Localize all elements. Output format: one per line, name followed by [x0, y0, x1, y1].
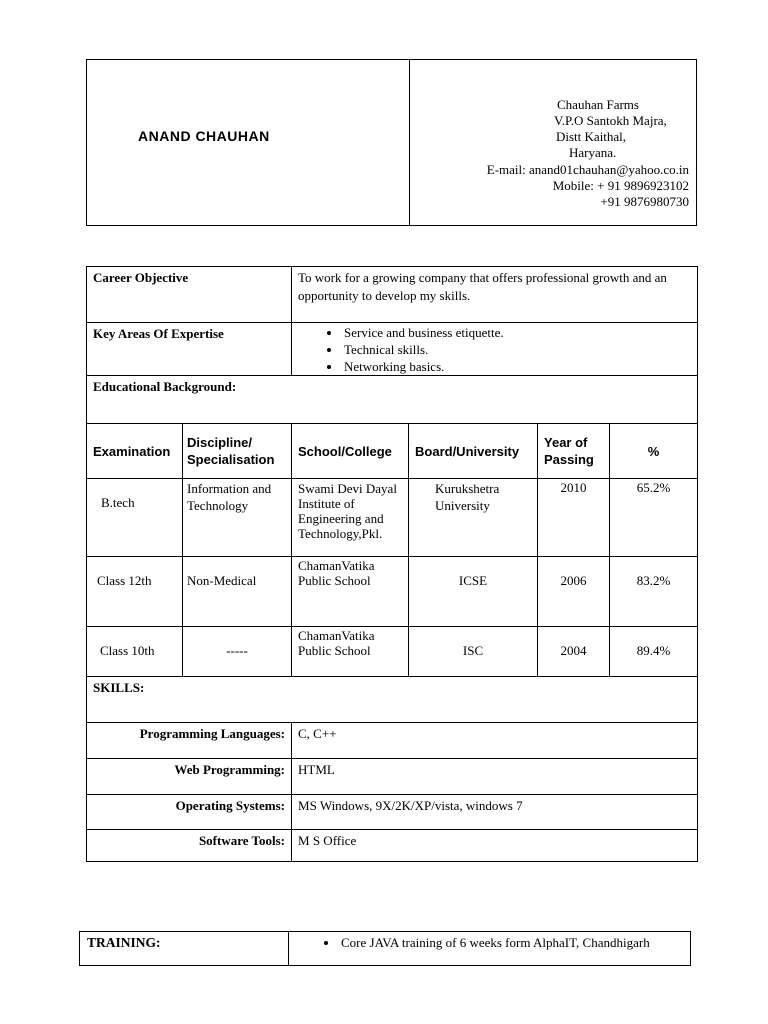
mobile-text-2: +91 9876980730 — [600, 194, 689, 209]
address-line: Chauhan Farms — [557, 97, 639, 112]
training-list — [289, 934, 690, 951]
training-table — [79, 931, 691, 966]
resume-table — [86, 266, 698, 862]
discipline-cell: ----- — [183, 627, 292, 677]
percent-cell: 65.2% — [610, 479, 698, 557]
header-divider — [409, 60, 410, 225]
school-cell: ChamanVatika Public School — [292, 627, 409, 677]
skill-row — [87, 723, 698, 759]
career-objective-row — [87, 267, 698, 323]
expertise-item: • Networking basics. — [342, 358, 697, 375]
header-percent: % — [610, 424, 698, 479]
school-cell: Swami Devi Dayal Institute of Engineering and Technology,Pkl. — [292, 479, 409, 557]
percent-cell: 83.2% — [610, 557, 698, 627]
skill-value: M S Office — [292, 830, 698, 862]
candidate-name: ANAND CHAUHAN — [138, 128, 270, 144]
board-cell: ISC — [409, 627, 538, 677]
education-label: Educational Background: — [87, 376, 698, 424]
skill-value: HTML — [292, 759, 698, 795]
expertise-item: • Technical skills. — [342, 341, 697, 358]
skill-row — [87, 759, 698, 795]
expertise-label: Key Areas Of Expertise — [87, 323, 292, 376]
skill-label: Software Tools: — [87, 830, 292, 862]
mobile-text: Mobile: + 91 9896923102 — [552, 178, 689, 193]
skill-label: Web Programming: — [87, 759, 292, 795]
header-year: Year of Passing — [538, 424, 610, 479]
education-row — [87, 627, 698, 677]
school-cell: ChamanVatika Public School — [292, 557, 409, 627]
discipline-cell: Information and Technology — [183, 479, 292, 557]
expertise-list — [292, 324, 697, 375]
board-cell: ICSE — [409, 557, 538, 627]
address-line: Distt Kaithal, — [556, 129, 627, 144]
training-label: TRAINING: — [80, 932, 289, 966]
training-item: • Core JAVA training of 6 weeks form AlphaIT, Chandhigarh — [339, 934, 690, 951]
education-label-row — [87, 376, 698, 424]
header-box — [86, 59, 697, 226]
email-text: E-mail: anand01chauhan@yahoo.co.in — [486, 162, 689, 177]
expertise-list-cell — [292, 323, 698, 376]
year-cell: 2006 — [538, 557, 610, 627]
header-school: School/College — [292, 424, 409, 479]
board-cell: Kurukshetra University — [409, 479, 538, 557]
skill-value: C, C++ — [292, 723, 698, 759]
education-header-row — [87, 424, 698, 479]
expertise-item: • Service and business etiquette. — [342, 324, 697, 341]
address-line: Haryana. — [569, 145, 617, 160]
address-line: V.P.O Santokh Majra, — [554, 113, 667, 128]
skill-row — [87, 795, 698, 830]
year-cell: 2004 — [538, 627, 610, 677]
career-objective-text: To work for a growing company that offers professional growth and an opportunity to develop my skills. — [292, 267, 698, 323]
header-discipline: Discipline/ Specialisation — [183, 424, 292, 479]
skills-label: SKILLS: — [87, 677, 698, 723]
skill-label: Programming Languages: — [87, 723, 292, 759]
skill-label: Operating Systems: — [87, 795, 292, 830]
exam-cell: B.tech — [87, 479, 183, 557]
header-board: Board/University — [409, 424, 538, 479]
skill-value: MS Windows, 9X/2K/XP/vista, windows 7 — [292, 795, 698, 830]
exam-cell: Class 12th — [87, 557, 183, 627]
skills-label-row — [87, 677, 698, 723]
discipline-cell: Non-Medical — [183, 557, 292, 627]
career-objective-label: Career Objective — [87, 267, 292, 323]
education-row — [87, 479, 698, 557]
expertise-row — [87, 323, 698, 376]
percent-cell: 89.4% — [610, 627, 698, 677]
training-list-cell — [289, 932, 691, 966]
year-cell: 2010 — [538, 479, 610, 557]
exam-cell: Class 10th — [87, 627, 183, 677]
header-examination: Examination — [87, 424, 183, 479]
skill-row — [87, 830, 698, 862]
education-row — [87, 557, 698, 627]
